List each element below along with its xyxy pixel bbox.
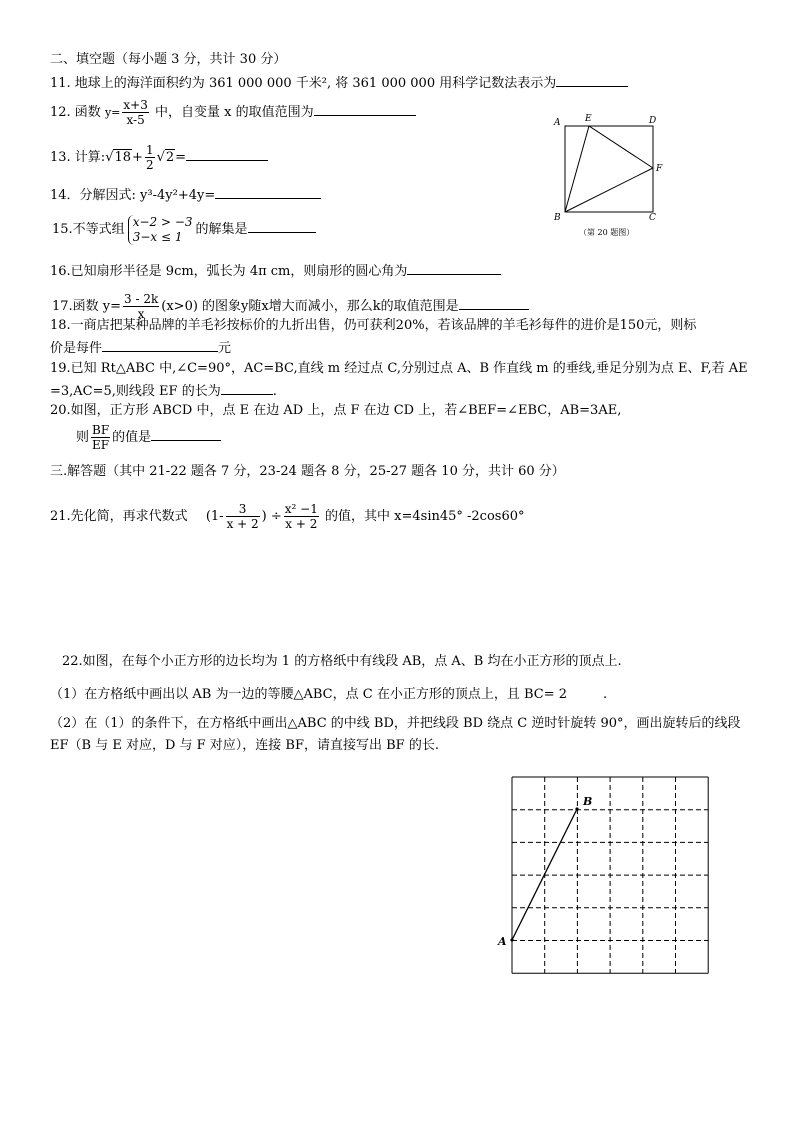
question-13: 13. 计算:√18+ $\frac{1}{2}$ √2= xyxy=(50,143,268,172)
q20-suffix: 的值是 xyxy=(112,430,152,445)
question-12 xyxy=(50,98,416,127)
fig20-label-f: F xyxy=(656,164,663,174)
point-b xyxy=(575,807,578,810)
fig20-label-e: E xyxy=(585,114,592,124)
fig20-label-b: B xyxy=(554,213,561,223)
q21-open: (1- xyxy=(205,509,224,524)
q19-line-1: 19.已知 Rt△ABC 中,∠C=90°，AC=BC,直线 m 经过点 C,分别过点 A、B 作直线 m 的垂线,垂足分别为点 E、F,若 AE xyxy=(50,361,748,376)
q12-fraction xyxy=(122,98,148,127)
fig20-label-c: C xyxy=(649,213,656,223)
question-11 xyxy=(50,74,628,92)
q12-prefix: 12. 函数 xyxy=(50,105,101,120)
q12-suffix: 中，自变量 x 的取值范围为 xyxy=(155,105,314,120)
q15-answer-blank[interactable] xyxy=(248,220,316,233)
q22-part1-end: . xyxy=(603,687,608,702)
q13-sqrt-b: 2 xyxy=(165,150,175,165)
q21-den-2: x + 2 xyxy=(285,517,318,531)
q18-prefix: 价是每件 xyxy=(50,341,103,356)
q15-ineq-2: 3−x ≤ 1 xyxy=(132,229,183,244)
fig20-segment-bf xyxy=(565,168,653,212)
q15-ineq-1: x−2 > −3 xyxy=(132,214,193,229)
q17-fraction xyxy=(123,292,159,321)
q19-answer-blank[interactable] xyxy=(221,382,273,395)
q13-prefix: 13. 计算: xyxy=(50,150,106,165)
q19-text: =3,AC=5,则线段 EF 的长为 xyxy=(50,384,221,399)
q15-inequality-system xyxy=(128,215,193,245)
q18-answer-blank[interactable] xyxy=(102,339,218,352)
q12-numerator: x+3 xyxy=(123,98,148,112)
q21-prefix: 21.先化简，再求代数式 xyxy=(50,509,188,524)
fig20-label-d: D xyxy=(649,116,657,126)
q13-frac-den: 2 xyxy=(145,158,154,172)
fig20-segment-be xyxy=(565,126,589,212)
q13-sqrt-a: 18 xyxy=(114,150,132,165)
q16-text: 16.已知扇形半径是 9cm，弧长为 4π cm，则扇形的圆心角为 xyxy=(50,264,408,279)
q20-fraction xyxy=(91,423,110,452)
q21-num-1: 3 xyxy=(226,502,260,517)
q13-plus: + xyxy=(132,150,143,165)
label-a: A xyxy=(498,935,507,948)
q18-line-1: 18.一商店把某种品牌的羊毛衫按标价的九折出售，仍可获利20%，若该品牌的羊毛衫每件的进价是150元，则标 xyxy=(50,318,697,333)
q21-num-2: x² −1 xyxy=(284,502,318,516)
q13-frac-num: 1 xyxy=(145,143,154,157)
q18-suffix: 元 xyxy=(218,341,232,356)
q13-equals: = xyxy=(175,150,187,165)
fig20-segment-ef xyxy=(589,126,653,168)
q20-prefix: 则 xyxy=(76,430,90,445)
q14-text: 14．分解因式: y³-4y²+4y= xyxy=(50,188,216,203)
q20-line-2 xyxy=(76,421,221,455)
figure-22-grid xyxy=(495,772,715,977)
q13-answer-blank[interactable] xyxy=(186,148,268,161)
label-b: B xyxy=(583,795,593,808)
q20-denominator: EF xyxy=(92,438,110,452)
q22-part-2-line-1: （2）在（1）的条件下，在方格纸中画出△ABC 的中线 BD，并把线段 BD 绕点 C 逆时针旋转 90°，画出旋转后的线段 xyxy=(50,716,741,731)
q19-end: . xyxy=(272,384,277,399)
q22-part1-text: （1）在方格纸中画出以 AB 为一边的等腰△ABC，点 C 在小正方形的顶点上，且 BC= 2 xyxy=(50,687,567,702)
q21-fraction-1 xyxy=(226,502,260,531)
grid-lines xyxy=(512,777,708,973)
q13-fraction xyxy=(145,143,155,172)
q15-prefix: 15.不等式组 xyxy=(52,222,125,237)
question-14 xyxy=(50,186,321,204)
q21-suffix: 的值，其中 x=4sin45° -2cos60° xyxy=(325,509,525,524)
question-21 xyxy=(50,500,525,534)
section3-title: 三.解答题（其中 21-22 题各 7 分，23-24 题各 8 分，25-27 题各 10 分，共计 60 分） xyxy=(50,464,565,479)
q20-answer-blank[interactable] xyxy=(151,428,221,441)
q12-answer-blank[interactable] xyxy=(314,103,416,116)
q15-suffix: 的解集是 xyxy=(195,222,248,237)
q18-line-2 xyxy=(50,339,231,357)
question-16 xyxy=(50,262,501,280)
section2-title: 二、填空题（每小题 3 分，共计 30 分） xyxy=(50,52,287,67)
q20-numerator: BF xyxy=(92,423,110,437)
q20-line-1: 20.如图，正方形 ABCD 中，点 E 在边 AD 上，点 F 在边 CD 上，若∠BEF=∠EBC，AB=3AE, xyxy=(50,403,622,418)
q22-part-1 xyxy=(50,687,607,703)
q22-part-2-line-2: EF（B 与 E 对应，D 与 F 对应），连接 BF，请直接写出 BF 的长. xyxy=(50,738,439,753)
q16-answer-blank[interactable] xyxy=(407,262,501,275)
q14-answer-blank[interactable] xyxy=(215,186,321,199)
fig20-label-a: A xyxy=(554,118,561,128)
q22-intro: 22.如图，在每个小正方形的边长均为 1 的方格纸中有线段 AB，点 A、B 均在小正方形的顶点上. xyxy=(62,654,622,669)
question-17 xyxy=(52,292,529,321)
q12-y: y= xyxy=(104,106,121,119)
point-a xyxy=(510,938,513,941)
q11-text: 11. 地球上的海洋面积约为 361 000 000 千米², 将 361 000 000 用科学记数法表示为 xyxy=(50,76,557,91)
q12-denominator: x-5 xyxy=(126,113,145,127)
q17-suffix: (x>0) 的图象y随x增大而减小，那么k的取值范围是 xyxy=(161,299,459,314)
q21-fraction-2 xyxy=(284,502,319,531)
q17-denominator: x xyxy=(137,307,145,321)
figure-20 xyxy=(545,108,675,238)
q17-prefix: 17.函数 y= xyxy=(52,299,122,314)
q21-den-1: x + 2 xyxy=(226,517,259,531)
fig20-caption: （第 20 题图） xyxy=(579,228,635,237)
q17-numerator: 3 - 2k xyxy=(124,292,159,306)
q17-answer-blank[interactable] xyxy=(459,297,529,310)
q11-answer-blank[interactable] xyxy=(556,74,628,87)
question-15 xyxy=(52,214,316,246)
q19-line-2 xyxy=(50,382,277,400)
q21-close: ) ÷ xyxy=(261,509,282,524)
